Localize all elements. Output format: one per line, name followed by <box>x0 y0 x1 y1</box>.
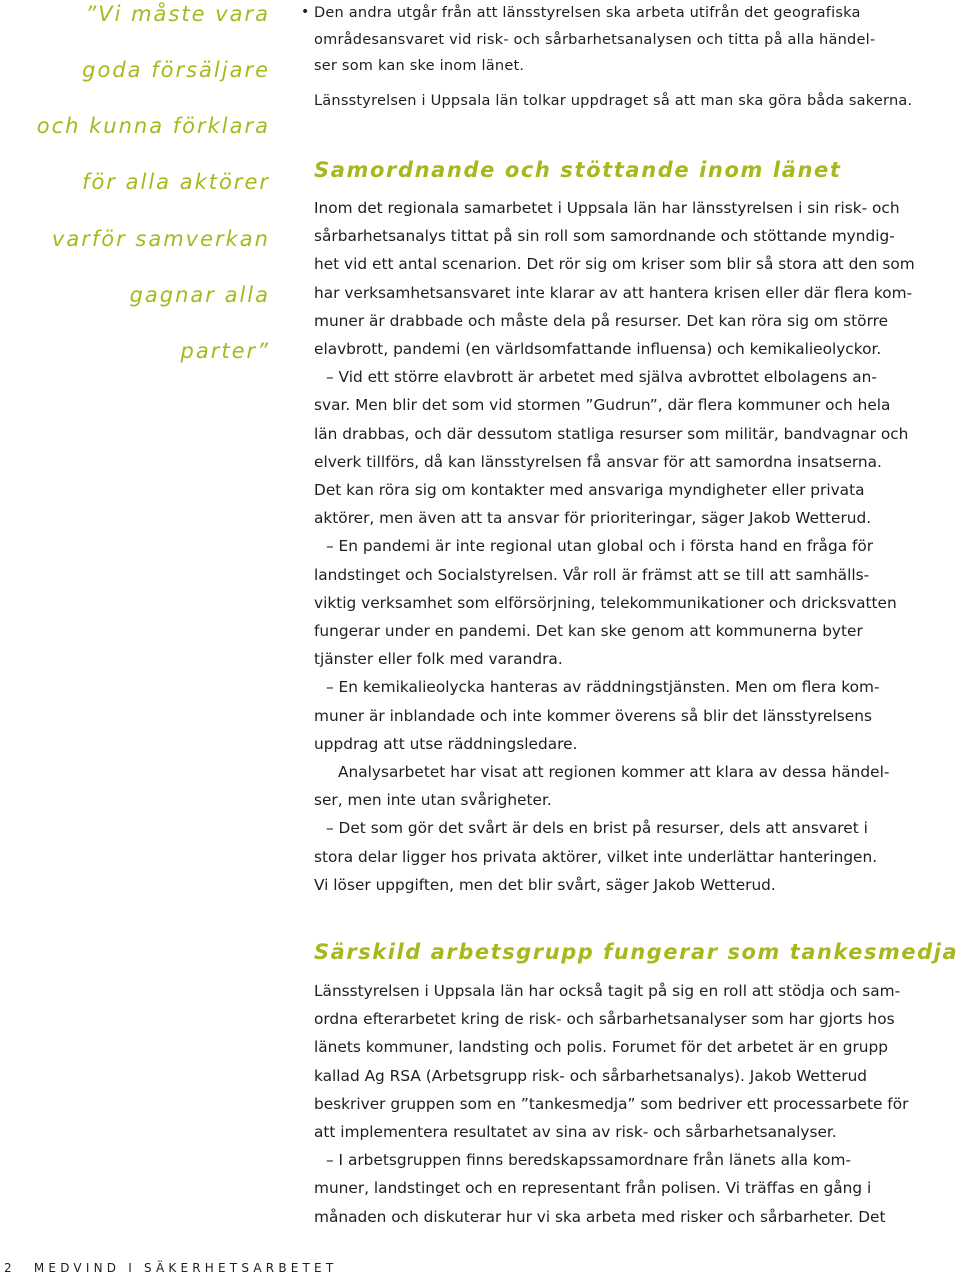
text-line: Inom det regionala samarbetet i Uppsala län har länsstyrelsen i sin risk- och <box>314 199 900 217</box>
text-line: – Vid ett större elavbrott är arbetet med själva avbrottet elbolagens an- <box>326 368 877 387</box>
text-line: ser som kan ske inom länet. <box>314 57 525 74</box>
text-line: månaden och diskuterar hur vi ska arbeta med risker och sårbarheter. Det <box>314 1207 886 1226</box>
text-line: att implementera resultatet av sina av risk- och sårbarhetsanalyser. <box>314 1123 837 1142</box>
text-line: sårbarhetsanalys tittat på sin roll som samordnande och stöttande myndig- <box>314 227 895 246</box>
text-line: Vi löser uppgiften, men det blir svårt, säger Jakob Wetterud. <box>314 875 776 894</box>
text-line: viktig verksamhet som elförsörjning, telekommunikationer och dricksvatten <box>314 593 897 612</box>
text-line: – En kemikalieolycka hanteras av räddningstjänsten. Men om flera kom- <box>326 678 880 697</box>
publication-name: MEDVIND I SÄKERHETSARBETET <box>33 1261 338 1275</box>
text-line: het vid ett antal scenarion. Det rör sig om kriser som blir så stora att den som <box>314 255 915 274</box>
text-line: ser, men inte utan svårigheter. <box>314 791 552 810</box>
text-line: landstinget och Socialstyrelsen. Vår roll är främst att se till att samhälls- <box>314 565 870 584</box>
intro-bullet-text <box>314 0 960 80</box>
bullet-symbol: • <box>301 4 310 20</box>
page-number: 2 <box>4 1261 16 1275</box>
text-line: – Det som gör det svårt är dels en brist på resurser, dels att ansvaret i <box>326 819 868 838</box>
text-line: svar. Men blir det som vid stormen ”Gudrun”, där flera kommuner och hela <box>314 396 891 415</box>
text-line: ordna efterarbetet kring de risk- och sårbarhetsanalyser som har gjorts hos <box>314 1010 895 1029</box>
text-line: stora delar ligger hos privata aktörer, vilket inte underlättar hanteringen. <box>314 847 878 866</box>
section-heading: Särskild arbetsgrupp fungerar som tankesmedja <box>314 940 959 964</box>
pull-quote-line: ”Vi måste vara <box>85 2 270 26</box>
text-line: områdesansvaret vid risk- och sårbarhetsanalysen och titta på alla händel- <box>314 30 876 48</box>
text-line: Länsstyrelsen i Uppsala län har också tagit på sig en roll att stödja och sam- <box>314 982 901 1000</box>
text-line: – En pandemi är inte regional utan global och i första hand en fråga för <box>326 537 874 556</box>
pull-quote-line: gagnar alla <box>129 283 270 307</box>
text-line: muner, landstinget och en representant från polisen. Vi träffas en gång i <box>314 1179 872 1198</box>
pull-quote-line: varför samverkan <box>51 227 270 251</box>
pull-quote-line: och kunna förklara <box>36 114 270 138</box>
text-line: län drabbas, och där dessutom statliga resurser som militär, bandvagnar och <box>314 424 909 443</box>
page-footer <box>4 1261 337 1275</box>
intro-after-bullet <box>314 88 960 115</box>
pull-quote-line: för alla aktörer <box>82 170 270 194</box>
pull-quote-line: parter” <box>180 339 270 363</box>
text-line: muner är drabbade och måste dela på resurser. Det kan röra sig om större <box>314 311 889 330</box>
section1-body <box>314 194 960 899</box>
text-line: beskriver gruppen som en ”tankesmedja” som bedriver ett processarbete för <box>314 1094 909 1113</box>
text-line: fungerar under en pandemi. Det kan ske genom att kommunerna byter <box>314 622 863 641</box>
text-line: uppdrag att utse räddningsledare. <box>314 734 578 753</box>
text-line: Länsstyrelsen i Uppsala län tolkar uppdraget så att man ska göra båda sakerna. <box>314 92 913 109</box>
text-line: Analysarbetet har visat att regionen kommer att klara av dessa händel- <box>338 763 890 782</box>
text-line: elavbrott, pandemi (en världsomfattande influensa) och kemikalieolyckor. <box>314 340 882 359</box>
text-line: Det kan röra sig om kontakter med ansvariga myndigheter eller privata <box>314 481 865 500</box>
intro-bullet-block <box>301 0 960 80</box>
text-line: aktörer, men även att ta ansvar för prioriteringar, säger Jakob Wetterud. <box>314 509 872 528</box>
section-heading: Samordnande och stöttande inom länet <box>314 158 842 182</box>
text-line: – I arbetsgruppen finns beredskapssamordnare från länets alla kom- <box>326 1151 851 1170</box>
text-line: Den andra utgår från att länsstyrelsen ska arbeta utifrån det geografiska <box>314 4 861 21</box>
text-line: tjänster eller folk med varandra. <box>314 650 563 669</box>
pull-quote-line: goda försäljare <box>82 58 270 82</box>
text-line: elverk tillförs, då kan länsstyrelsen få ansvar för att samordna insatserna. <box>314 452 882 471</box>
text-line: muner är inblandade och inte kommer överens så blir det länsstyrelsens <box>314 706 872 725</box>
section2-body <box>314 977 960 1231</box>
text-line: har verksamhetsansvaret inte klarar av att hantera krisen eller där flera kom- <box>314 283 913 302</box>
text-line: länets kommuner, landsting och polis. Forumet för det arbetet är en grupp <box>314 1038 889 1057</box>
text-line: kallad Ag RSA (Arbetsgrupp risk- och sårbarhetsanalys). Jakob Wetterud <box>314 1066 868 1085</box>
